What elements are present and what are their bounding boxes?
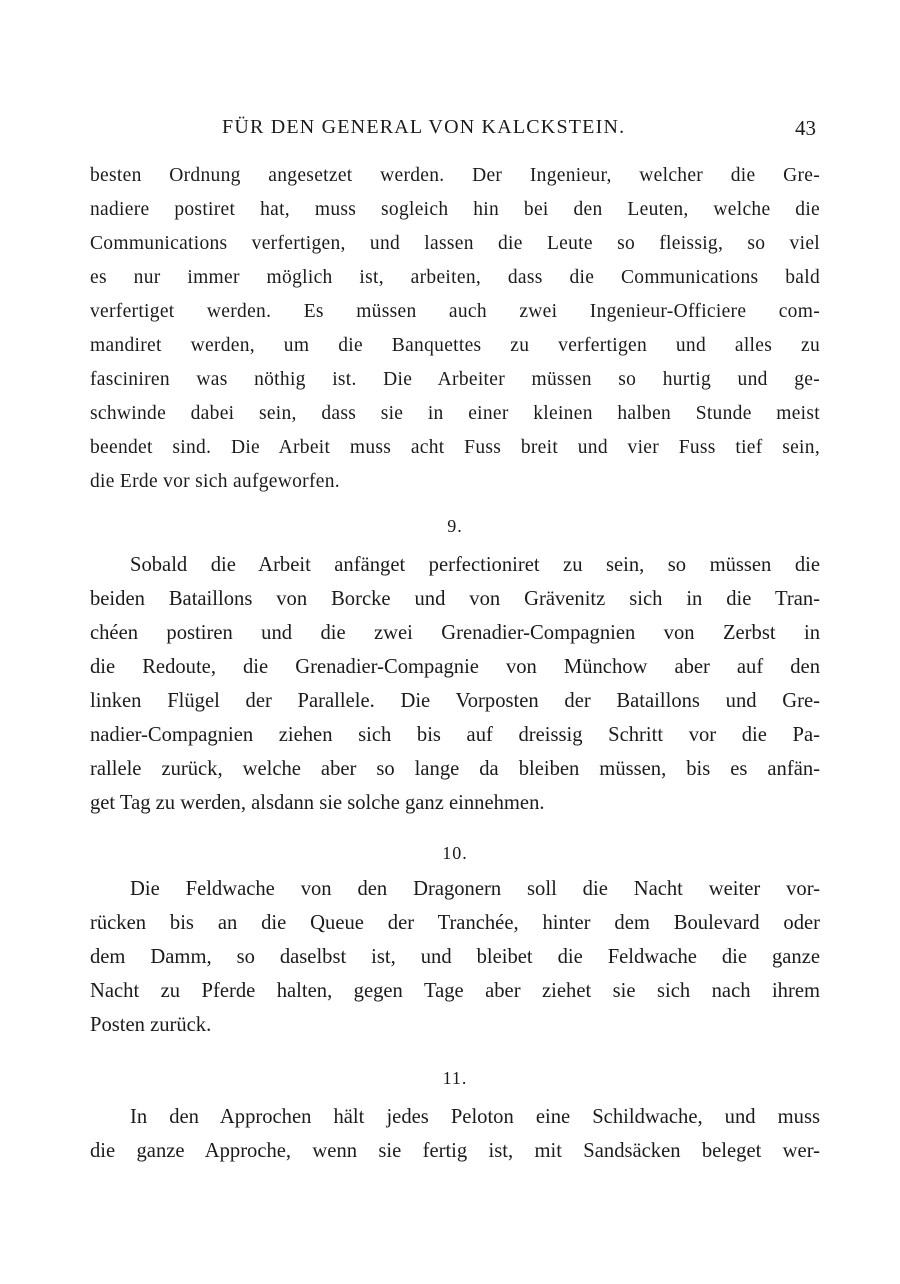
text-line: Communications verfertigen, und lassen die Leute so fleissig, so viel (90, 233, 820, 254)
text-line: chéen postiren und die zwei Grenadier-Compagnien von Zerbst in (90, 622, 820, 644)
text-line: Posten zurück. (90, 1014, 212, 1036)
running-title: FÜR DEN GENERAL VON KALCKSTEIN. (222, 116, 626, 138)
text-line: beiden Bataillons von Borcke und von Grävenitz sich in die Tran- (90, 588, 820, 610)
text-line: schwinde dabei sein, dass sie in einer kleinen halben Stunde meist (90, 403, 820, 424)
text-line: die ganze Approche, wenn sie fertig ist, mit Sandsäcken beleget wer- (90, 1140, 820, 1162)
section-number: 11. (442, 1068, 468, 1088)
text-line: Nacht zu Pferde halten, gegen Tage aber ziehet sie sich nach ihrem (90, 980, 820, 1002)
text-line: die Redoute, die Grenadier-Compagnie von Münchow aber auf den (90, 656, 820, 678)
text-line: rallele zurück, welche aber so lange da bleiben müssen, bis es anfän- (90, 758, 820, 780)
text-line: get Tag zu werden, alsdann sie solche ganz einnehmen. (90, 792, 545, 814)
section-9-paragraph (90, 548, 820, 820)
paragraph-continuation (90, 159, 820, 499)
running-header (90, 116, 820, 146)
section-10-paragraph (90, 872, 820, 1042)
text-line: dem Damm, so daselbst ist, und bleibet die Feldwache die ganze (90, 946, 820, 968)
text-line: die Erde vor sich aufgeworfen. (90, 471, 340, 492)
text-line: besten Ordnung angesetzet werden. Der Ingenieur, welcher die Gre- (90, 165, 820, 186)
text-line: fasciniren was nöthig ist. Die Arbeiter müssen so hurtig und ge- (90, 369, 820, 390)
text-line: es nur immer möglich ist, arbeiten, dass die Communications bald (90, 267, 820, 288)
section-11-paragraph (90, 1100, 820, 1168)
text-line: mandiret werden, um die Banquettes zu verfertigen und alles zu (90, 335, 820, 356)
section-number: 9. (447, 516, 463, 536)
text-line: Die Feldwache von den Dragonern soll die Nacht weiter vor- (130, 878, 820, 900)
text-line: In den Approchen hält jedes Peloton eine Schildwache, und muss (130, 1106, 820, 1128)
text-line: verfertiget werden. Es müssen auch zwei Ingenieur-Officiere com- (90, 301, 820, 322)
page-number: 43 (795, 116, 816, 140)
section-number: 10. (442, 843, 468, 863)
text-line: nadiere postiret hat, muss sogleich hin bei den Leuten, welche die (90, 199, 820, 220)
text-line: linken Flügel der Parallele. Die Vorposten der Bataillons und Gre- (90, 690, 820, 712)
text-line: rücken bis an die Queue der Tranchée, hinter dem Boulevard oder (90, 912, 820, 934)
text-line: beendet sind. Die Arbeit muss acht Fuss breit und vier Fuss tief sein, (90, 437, 820, 458)
text-line: Sobald die Arbeit anfänget perfectioniret zu sein, so müssen die (130, 554, 820, 576)
text-line: nadier-Compagnien ziehen sich bis auf dreissig Schritt vor die Pa- (90, 724, 820, 746)
